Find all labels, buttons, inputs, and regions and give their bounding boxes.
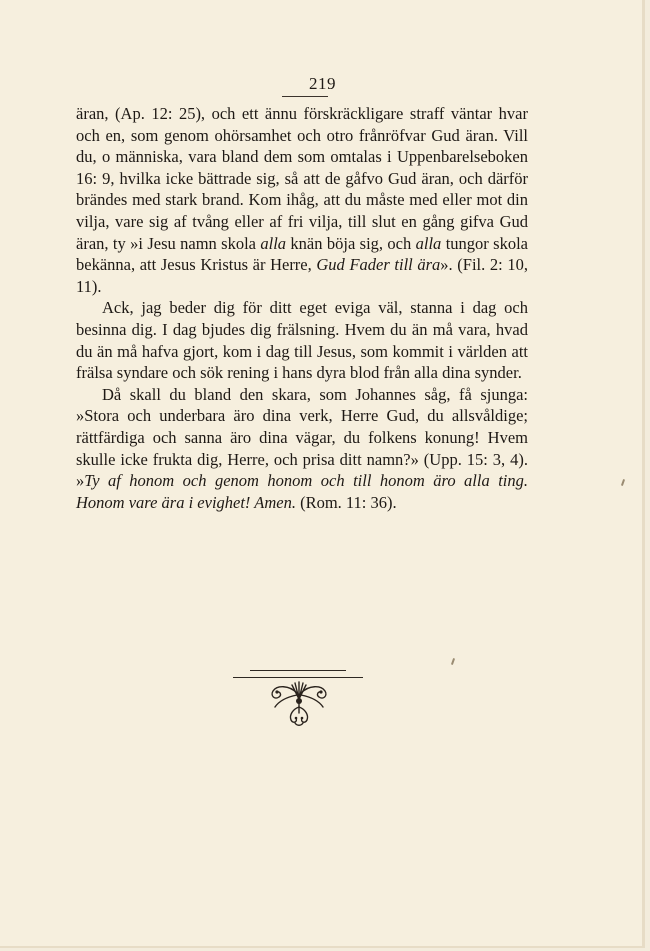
italic-text: Ty af honom och genom honom och till honom äro alla ting. Honom vare ära i evighet! Amen. (76, 471, 528, 512)
page-number-rule (282, 96, 328, 97)
italic-text: Gud Fader till ära (316, 255, 441, 275)
text-run: (Rom. 11: 36). (295, 492, 397, 512)
body-text (76, 103, 528, 513)
tailpiece-ornament-icon (263, 679, 335, 727)
tailpiece (233, 665, 363, 727)
text-run: äran, (Ap. 12: 25), och ett ännu förskräckligare straff väntar hvar och en, som genom ohörsamhet och otro frånröfvar Gud äran. Vill du, o människa, vara bland dem som omtalas i Uppenbarelseboken 16: 9, hvilka icke bättrade sig, så att de gåfvo Gud äran, och därför brändes med stark brand. Kom ihåg, att du måste med eller mot din vilja, vare sig af tvång eller af fri vilja, till slut en gång gifva Gud äran, ty »i Jesu namn skola (76, 104, 528, 253)
page-number: 219 (309, 74, 336, 93)
paper-speck (451, 658, 455, 665)
text-run: knän böja sig, och (286, 233, 416, 253)
italic-text: alla (415, 233, 442, 253)
text-run: Då skall du bland den skara, som Johannes såg, få sjunga: »Stora och underbara äro dina verk, Herre Gud, du allsvåldige; rättfärdiga och sanna äro dina vägar, du folkens konung! Hvem skulle icke frukta dig, Herre, och prisa ditt namn?» (Upp. 15: 3, 4). » (76, 384, 528, 491)
paragraph (76, 103, 528, 297)
tailpiece-rule-long (233, 677, 363, 678)
text-run: tungor skola bekänna, att Jesus Kristus är Herre, (76, 233, 528, 275)
italic-text: alla (260, 233, 287, 253)
paragraph (76, 297, 528, 383)
text-run: ». (Fil. 2: 10, 11). (76, 255, 528, 296)
paragraph (76, 384, 528, 514)
paper-speck (621, 479, 625, 486)
text-run: Ack, jag beder dig för ditt eget eviga väl, stanna i dag och besinna dig. I dag bjudes dig frälsning. Hvem du än må vara, hvad du än må hafva gjort, kom i dag till Jesus, som kommit i världen att frälsa syndare och sök rening i hans dyra blod från alla dina synder. (76, 298, 528, 383)
tailpiece-rule-short (250, 670, 346, 671)
